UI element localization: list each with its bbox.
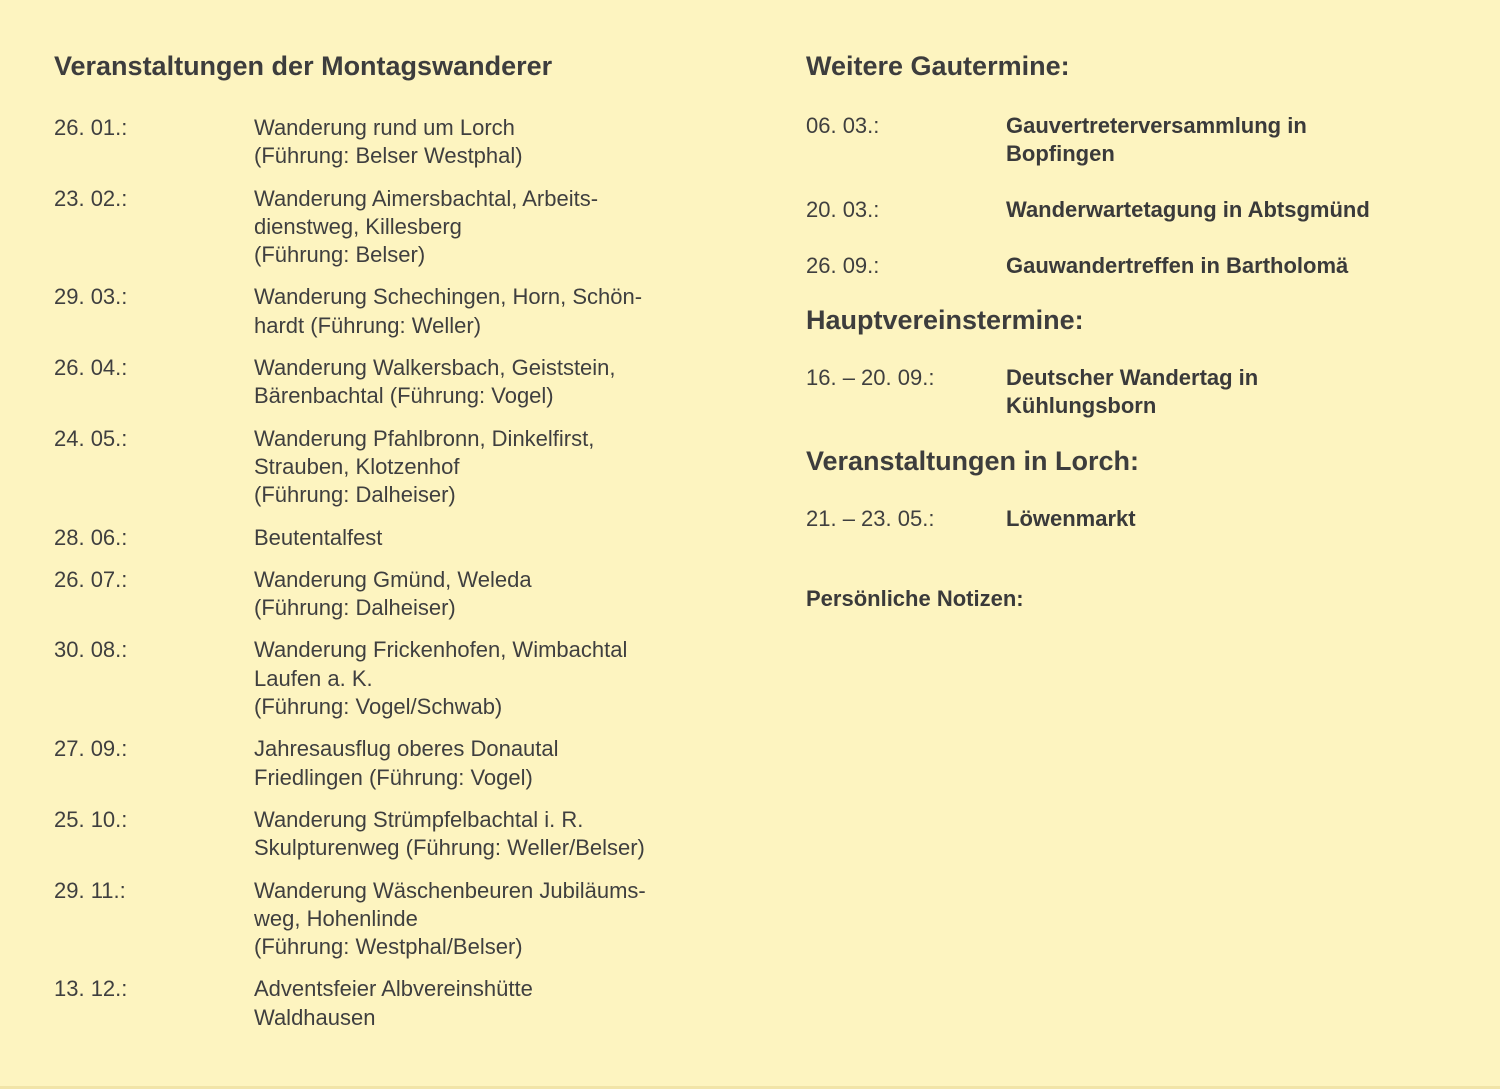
- event-line: (Führung: Westphal/Belser): [254, 934, 523, 960]
- event-description: [254, 185, 744, 270]
- event-row: [54, 185, 744, 270]
- event-line: Skulpturenweg (Führung: Weller/Belser): [254, 835, 645, 861]
- event-description: [254, 566, 744, 623]
- event-date: 21. – 23. 05.:: [806, 505, 935, 531]
- event-line: Jahresausflug oberes Donautal: [254, 736, 559, 762]
- other-dates-section: [806, 46, 1466, 613]
- event-line: Gauwandertreffen in Bartholomä: [1006, 252, 1349, 278]
- event-date: 26. 07.:: [54, 566, 128, 592]
- event-row: [54, 354, 744, 411]
- event-description: [254, 425, 744, 510]
- event-line: Beutentalfest: [254, 524, 383, 550]
- event-line: Löwenmarkt: [1006, 505, 1136, 531]
- event-row: [54, 283, 744, 340]
- event-date: 25. 10.:: [54, 806, 128, 832]
- event-line: Laufen a. K.: [254, 665, 373, 691]
- event-line: Wanderung Schechingen, Horn, Schön-: [254, 284, 643, 310]
- event-description: [254, 524, 744, 552]
- event-row: [54, 524, 744, 552]
- event-row: [54, 425, 744, 510]
- event-line: Wanderung Strümpfelbachtal i. R.: [254, 806, 584, 832]
- event-description: [1006, 505, 1466, 533]
- event-row: [54, 806, 744, 863]
- event-date: 26. 04.:: [54, 355, 128, 381]
- event-line: hardt (Führung: Weller): [254, 312, 482, 338]
- event-line: Wanderung Gmünd, Weleda: [254, 566, 532, 592]
- montagswanderer-section: [54, 46, 744, 1046]
- event-date: 26. 01.:: [54, 115, 128, 140]
- hauptverein-event-row: [806, 364, 1466, 421]
- hauptverein-title: Hauptvereinstermine:: [806, 305, 1084, 336]
- event-line: Wanderung Pfahlbronn, Dinkelfirst,: [254, 425, 595, 451]
- event-description: [254, 735, 744, 792]
- gau-event-row: [806, 252, 1466, 280]
- hauptverein-event-list: [806, 364, 1466, 421]
- event-line: Gauvertreterversammlung in: [1006, 113, 1307, 138]
- event-date: 06. 03.:: [806, 113, 880, 138]
- event-date: 13. 12.:: [54, 976, 128, 1002]
- event-line: Wanderwartetagung in Abtsgmünd: [1006, 196, 1370, 222]
- personal-notes-label: Persönliche Notizen:: [806, 586, 1024, 612]
- event-description: [254, 114, 744, 171]
- event-date: 23. 02.:: [54, 185, 128, 211]
- event-date: 29. 03.:: [54, 284, 128, 310]
- event-description: [254, 806, 744, 863]
- event-line: Wanderung Frickenhofen, Wimbachtal: [254, 637, 628, 663]
- gau-event-list: [806, 112, 1466, 280]
- event-row: [54, 566, 744, 623]
- event-description: [254, 877, 744, 962]
- gau-title: Weitere Gautermine:: [806, 51, 1070, 81]
- event-line: Deutscher Wandertag in: [1006, 365, 1259, 391]
- gau-event-row: [806, 112, 1466, 169]
- event-line: (Führung: Dalheiser): [254, 595, 456, 621]
- event-row: [54, 114, 744, 171]
- event-line: Wanderung Aimersbachtal, Arbeits-: [254, 185, 599, 211]
- event-line: Wanderung Wäschenbeuren Jubiläums-: [254, 877, 646, 903]
- event-date: 26. 09.:: [806, 252, 880, 278]
- event-description: [254, 354, 744, 411]
- event-date: 28. 06.:: [54, 524, 128, 550]
- lorch-event-row: [806, 505, 1466, 533]
- event-line: Bärenbachtal (Führung: Vogel): [254, 383, 554, 409]
- lorch-event-list: [806, 505, 1466, 533]
- event-date: 30. 08.:: [54, 637, 128, 663]
- event-line: Friedlingen (Führung: Vogel): [254, 764, 533, 790]
- event-line: weg, Hohenlinde: [254, 905, 418, 931]
- event-description: [1006, 364, 1466, 421]
- event-row: [54, 735, 744, 792]
- event-line: (Führung: Belser): [254, 242, 426, 268]
- event-line: (Führung: Vogel/Schwab): [254, 694, 503, 720]
- event-line: (Führung: Dalheiser): [254, 482, 456, 508]
- event-line: Kühlungsborn: [1006, 393, 1157, 419]
- event-line: (Führung: Belser Westphal): [254, 143, 523, 169]
- event-list: [54, 114, 744, 1032]
- event-line: Bopfingen: [1006, 141, 1115, 167]
- event-date: 20. 03.:: [806, 196, 880, 222]
- event-description: [1006, 196, 1466, 224]
- gau-event-row: [806, 196, 1466, 224]
- event-date: 27. 09.:: [54, 736, 128, 762]
- event-description: [254, 283, 744, 340]
- event-date: 29. 11.:: [54, 877, 126, 903]
- event-description: [1006, 252, 1466, 280]
- event-date: 24. 05.:: [54, 425, 128, 451]
- event-row: [54, 636, 744, 721]
- event-date: 16. – 20. 09.:: [806, 365, 935, 391]
- event-row: [54, 877, 744, 962]
- event-line: Adventsfeier Albvereinshütte: [254, 976, 533, 1002]
- section-title: Veranstaltungen der Montagswanderer: [54, 51, 553, 81]
- event-description: [254, 975, 744, 1032]
- event-line: Strauben, Klotzenhof: [254, 453, 460, 479]
- event-line: Wanderung rund um Lorch: [254, 115, 515, 140]
- event-line: dienstweg, Killesberg: [254, 213, 462, 239]
- lorch-title: Veranstaltungen in Lorch:: [806, 445, 1140, 476]
- event-description: [1006, 112, 1466, 169]
- event-line: Waldhausen: [254, 1004, 376, 1030]
- event-row: [54, 975, 744, 1032]
- event-description: [254, 636, 744, 721]
- event-line: Wanderung Walkersbach, Geiststein,: [254, 355, 616, 381]
